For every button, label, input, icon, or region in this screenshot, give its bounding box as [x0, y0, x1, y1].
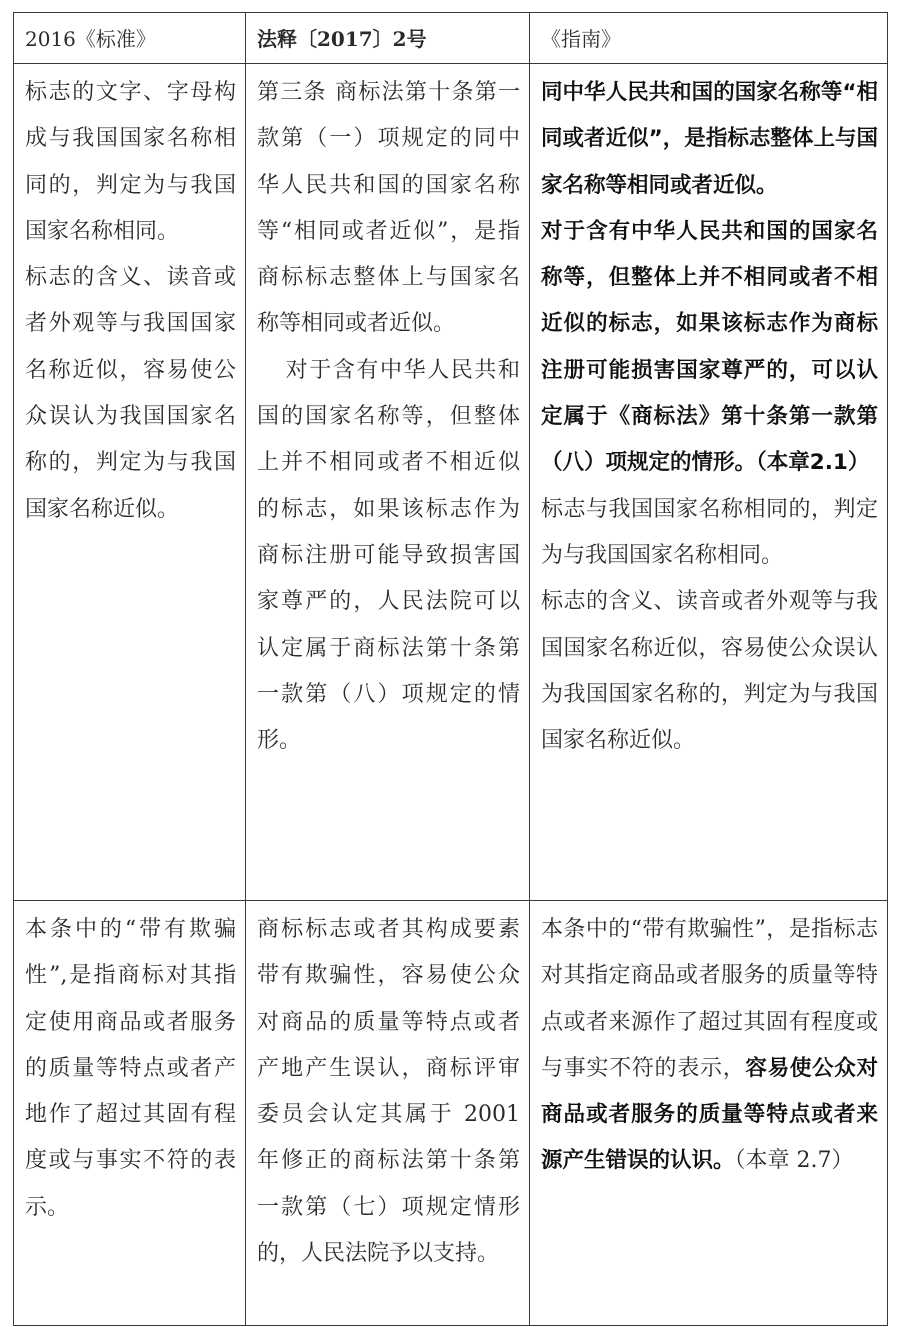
bold-text: 容易使公众对商品或者服务的质量等特点或者来源产生错误的认识。 — [541, 1055, 878, 1174]
header-standard-2016: 2016《标准》 — [14, 13, 246, 64]
bold-paragraph: 同中华人民共和国的国家名称等“相同或者近似”，是指标志整体上与国家名称等相同或者近似。 — [541, 80, 878, 198]
paragraph: 商标标志或者其构成要素带有欺骗性，容易使公众对商品的质量等特点或者产地产生误认，商标评审委员会认定其属于 2001 年修正的商标法第十条第一款第（七）项规定情形的，人民法院予以支持。 — [257, 917, 520, 1267]
chapter-reference: （本章 2.7） — [734, 1148, 854, 1174]
paragraph: 标志的含义、读音或者外观等与我国国家名称近似，容易使公众误认为我国国家名称的，判定为与我国国家名称近似。 — [541, 589, 878, 754]
table-row — [14, 64, 888, 901]
paragraph: 标志与我国国家名称相同的，判定为与我国国家名称相同。 — [541, 496, 878, 568]
paragraph: 第三条 商标法第十条第一款第（一）项规定的同中华人民共和国的国家名称等“相同或者近似”，是指商标标志整体上与国家名称等相同或者近似。 — [257, 80, 520, 337]
table-header-row — [14, 13, 888, 64]
header-guideline: 《指南》 — [530, 13, 888, 64]
cell-guideline-country-name — [530, 64, 888, 901]
cell-guideline-deceptive — [530, 901, 888, 1326]
cell-interpretation-article-3 — [246, 64, 530, 901]
paragraph: 标志的文字、字母构成与我国国家名称相同的，判定为与我国国家名称相同。 — [25, 80, 236, 244]
paragraph: 本条中的“带有欺骗性”,是指商标对其指定使用商品或者服务的质量等特点或者产地作了超过其固有程度或与事实不符的表示。 — [25, 917, 236, 1220]
paragraph-text: 本条中的“带有欺骗性”，是指标志对其指定商品或者服务的质量等特点或者来源作了超过其固有程度或与事实不符的表示， — [541, 917, 878, 1081]
header-judicial-interpretation: 法释〔2017〕2号 — [246, 13, 530, 64]
cell-standard-deceptive — [14, 901, 246, 1326]
bold-paragraph: 对于含有中华人民共和国的国家名称等，但整体上并不相同或者不相近似的标志，如果该标志作为商标注册可能损害国家尊严的，可以认定属于《商标法》第十条第一款第（八）项规定的情形。（本章2.1） — [541, 218, 878, 476]
comparison-table — [13, 12, 888, 1326]
cell-interpretation-deceptive — [246, 901, 530, 1326]
paragraph: 标志的含义、读音或者外观等与我国国家名称近似，容易使公众误认为我国国家名称的，判定为与我国国家名称近似。 — [25, 265, 236, 522]
table-row — [14, 901, 888, 1326]
cell-standard-country-name — [14, 64, 246, 901]
paragraph: 对于含有中华人民共和国的国家名称等，但整体上并不相同或者不相近似的标志，如果该标志作为商标注册可能导致损害国家尊严的，人民法院可以认定属于商标法第十条第一款第（八）项规定的情形。 — [257, 357, 520, 754]
